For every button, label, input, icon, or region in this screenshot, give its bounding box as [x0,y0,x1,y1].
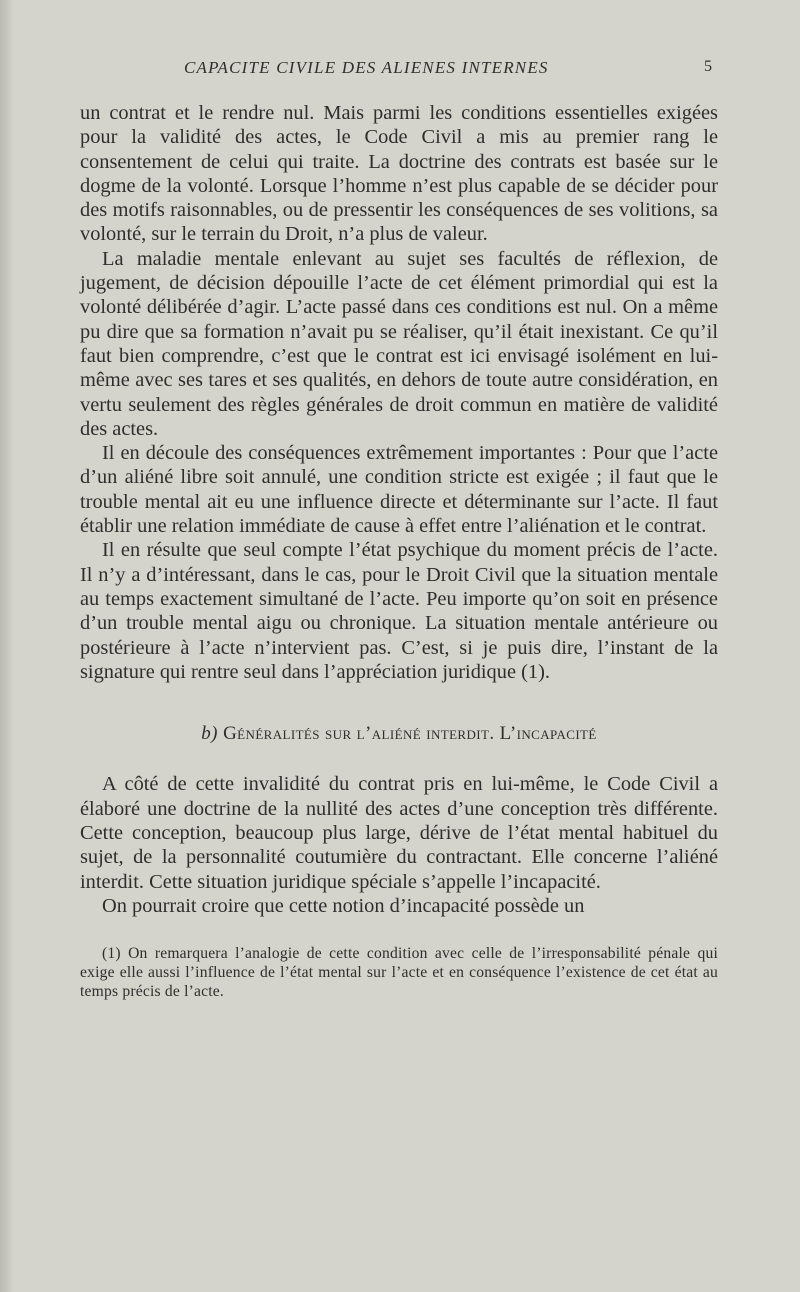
section-heading [80,722,718,746]
section-letter: b) [201,723,218,745]
running-header [80,58,720,84]
running-title: CAPACITE CIVILE DES ALIENES INTERNES [184,58,549,77]
paragraph-continuation: un contrat et le rendre nul. Mais parmi les conditions essentielles exigées pour la validité des actes, le Code Civil a mis au premier rang le consentement de celui qui traite. La doctrine des contrats est basée sur le dogme de la volonté. Lorsque l’homme n’est plus capable de se décider pour des motifs raisonnables, ou de pressentir les conséquences de ses volitions, sa volonté, sur le terrain du Droit, n’a plus de valeur. [80,102,718,246]
paragraph-incapacity: On pourrait croire que cette notion d’incapacité possède un [102,894,585,917]
paragraph-psychic-state: Il en résulte que seul compte l’état psychique du moment précis de l’acte. Il n’y a d’intéressant, dans le cas, pour le Droit Civil que la situation mentale au temps exactement simultané de l’acte. Peu importe qu’on soit en présence d’un trouble mental aigu ou chronique. La situation mentale antérieure ou postérieure à l’acte n’intervient pas. C’est, si je puis dire, l’instant de la signature qui rentre seul dans l’appréciation juridique (1). [80,539,718,683]
footnote: (1) On remarquera l’analogie de cette condition avec celle de l’irresponsabilité pénale qui exige elle aussi l’influence de l’état mental sur l’acte et en conséquence l’existence de cet état au temps précis de l’acte. [80,945,718,1001]
paragraph-civil-code: A côté de cette invalidité du contrat pris en lui-même, le Code Civil a élaboré une doctrine de la nullité des actes d’une conception très différente. Cette conception, beaucoup plus large, dérive de l’état mental habituel du sujet, de la personnalité coutumière du contractant. Elle concerne l’aliéné interdit. Cette situation juridique spéciale s’appelle l’incapacité. [80,773,718,893]
paragraph-consequences: Il en découle des conséquences extrêmement importantes : Pour que l’acte d’un aliéné libre soit annulé, une condition stricte est exigée ; il faut que le trouble mental ait eu une influence directe et déterminante sur l’acte. Il faut établir une relation immédiate de cause à effet entre l’aliénation et le contrat. [80,442,718,538]
page-number: 5 [704,58,712,75]
body-text [80,101,718,1001]
section-title: Généralités sur l’aliéné interdit. L’incapacité [223,723,597,745]
paragraph-mental-illness: La maladie mentale enlevant au sujet ses facultés de réflexion, de jugement, de décision dépouille l’acte de cet élément primordial qui est la volonté délibérée d’agir. L’acte passé dans ces conditions est nul. On a même pu dire que sa formation n’avait pu se réaliser, qu’il était inexistant. Ce qu’il faut bien comprendre, c’est que le contrat est ici envisagé isolément en lui-même avec ses tares et ses qualités, en dehors de toute autre considération, en vertu seulement des règles générales de droit commun en matière de validité des actes. [80,247,718,440]
